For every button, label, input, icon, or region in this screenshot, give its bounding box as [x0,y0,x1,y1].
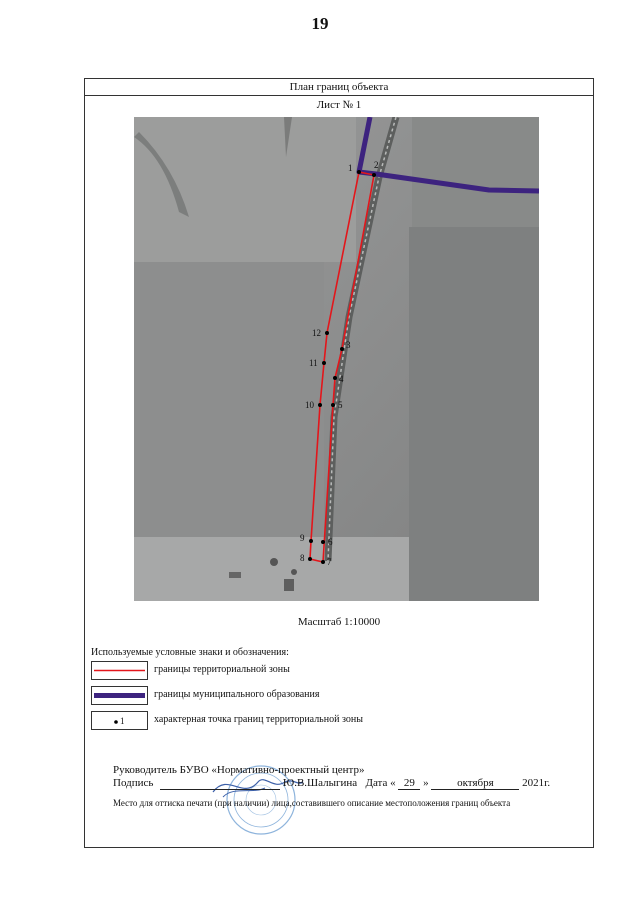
point-4 [333,376,337,380]
date-label: Дата « [365,777,396,789]
point-5 [331,403,335,407]
red-line-icon [91,661,148,680]
point-dot-icon [91,711,148,730]
signature-line [113,777,550,790]
boundary-map [134,117,539,601]
point-label-2: 2 [374,160,379,170]
stamp-place-note: Место для оттиска печати (при наличии) лица,составившего описание местоположения границ объекта [113,798,511,808]
map-svg [134,117,539,601]
legend-text-characteristic-point: характерная точка границ территориальной зоны [154,714,363,725]
point-1 [357,170,361,174]
point-label-11: 11 [309,358,318,368]
point-label-8: 8 [300,553,305,563]
point-label-1: 1 [348,163,353,173]
legend-item-characteristic-point [91,711,491,730]
date-month: октября [431,777,519,790]
signer-name: Ю.В.Шалыгина [282,777,358,789]
legend-point-sample-label: 1 [120,716,125,726]
page-number: 19 [311,14,329,33]
point-label-6: 6 [328,537,333,547]
legend-item-municipal-boundary [91,686,491,705]
purple-thick-line-icon [91,686,148,705]
point-label-9: 9 [300,533,305,543]
sheet-label: Лист № 1 [316,99,362,111]
date-year: 2021г. [522,777,551,789]
legend-title: Используемые условные знаки и обозначения: [91,647,289,658]
point-8 [308,557,312,561]
point-label-3: 3 [346,340,351,350]
point-label-10: 10 [305,400,314,410]
point-9 [309,539,313,543]
point-label-12: 12 [312,328,321,338]
building-3 [229,572,241,578]
point-10 [318,403,322,407]
point-12 [325,331,329,335]
signature-title: Руководитель БУВО «Нормативно-проектный центр» [113,764,365,776]
point-2 [372,173,376,177]
plan-frame [84,78,594,848]
sign-label: Подпись [113,777,154,789]
field-right [409,227,539,601]
legend-text-zone-boundary: границы территориальной зоны [154,664,290,675]
building [270,558,278,566]
legend-text-municipal-boundary: границы муниципального образования [154,689,320,700]
point-label-5: 5 [338,400,343,410]
plan-title: План границ объекта [85,79,593,96]
legend-item-zone-boundary [91,661,491,680]
field-bottom-left [134,537,410,601]
date-day: 29 [398,777,420,790]
point-7 [321,560,325,564]
signature-blank [160,777,280,790]
date-close-quote: » [423,777,429,789]
point-3 [340,347,344,351]
point-label-4: 4 [339,374,344,384]
scale-text: Масштаб 1:10000 [297,616,381,628]
field-middle-left [134,262,324,537]
building-4 [284,579,294,591]
field-top-left [134,117,356,262]
point-6 [321,540,325,544]
building-2 [291,569,297,575]
field-top-right [412,117,539,227]
point-label-7: 7 [327,557,332,567]
point-11 [322,361,326,365]
